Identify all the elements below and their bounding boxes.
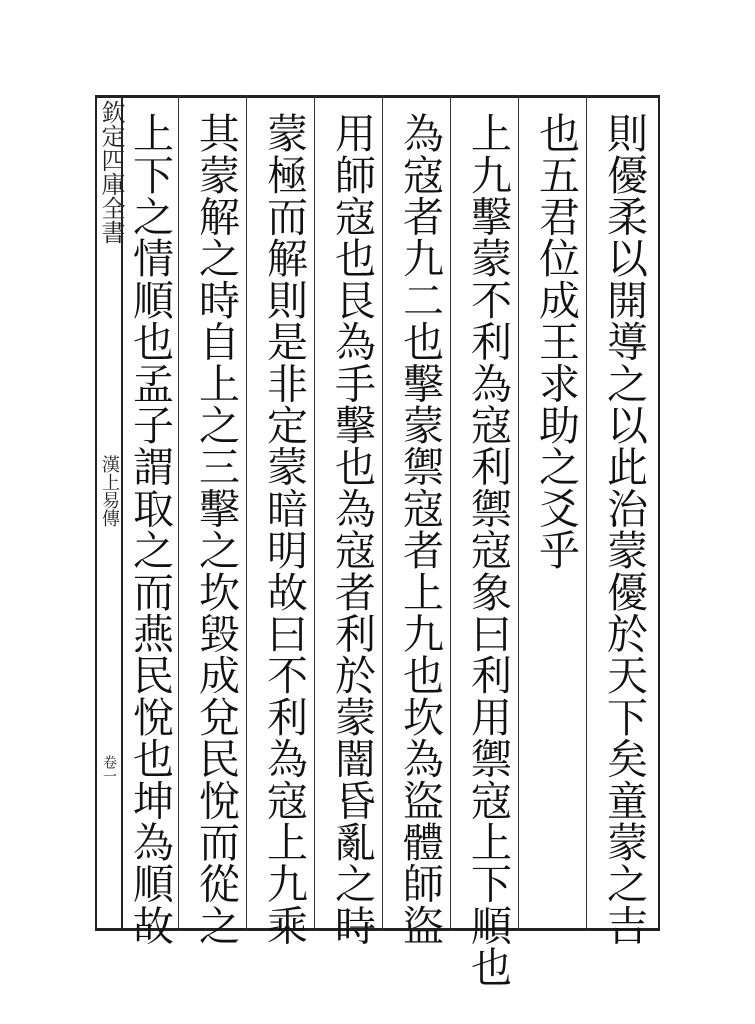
text-column-8: 上下之情順也孟子謂取之而燕民悅也坤為順故 <box>126 112 174 946</box>
margin-title: 欽定四庫全書 <box>97 100 125 244</box>
text-column-6: 蒙極而解則是非定蒙暗明故曰不利為寇上九乘 <box>260 112 308 946</box>
text-column-1: 則優柔以開導之以此治蒙優於天下矣童蒙之吉 <box>600 112 648 946</box>
text-column-7: 其蒙解之時自上之三擊之坎毀成兌民悅而從之 <box>192 112 240 946</box>
column-rule <box>586 95 587 931</box>
column-rule <box>246 95 247 931</box>
column-rule <box>314 95 315 931</box>
margin-book-title: 漢上易傳 <box>99 455 120 527</box>
text-column-4: 為寇者九二也擊蒙禦寇者上九也坎為盜體師盜 <box>396 112 444 946</box>
text-column-2: 也五君位成王求助之爻乎 <box>532 112 580 571</box>
column-rule <box>450 95 451 931</box>
column-rule <box>518 95 519 931</box>
column-rule <box>382 95 383 931</box>
text-column-3: 上九擊蒙不利為寇利禦寇象曰利用禦寇上下順也 <box>464 112 512 988</box>
text-column-5: 用師寇也艮為手擊也為寇者利於蒙闇昏亂之時 <box>328 112 376 946</box>
column-rule <box>178 95 179 931</box>
margin-page-label: 卷一 <box>101 755 117 783</box>
